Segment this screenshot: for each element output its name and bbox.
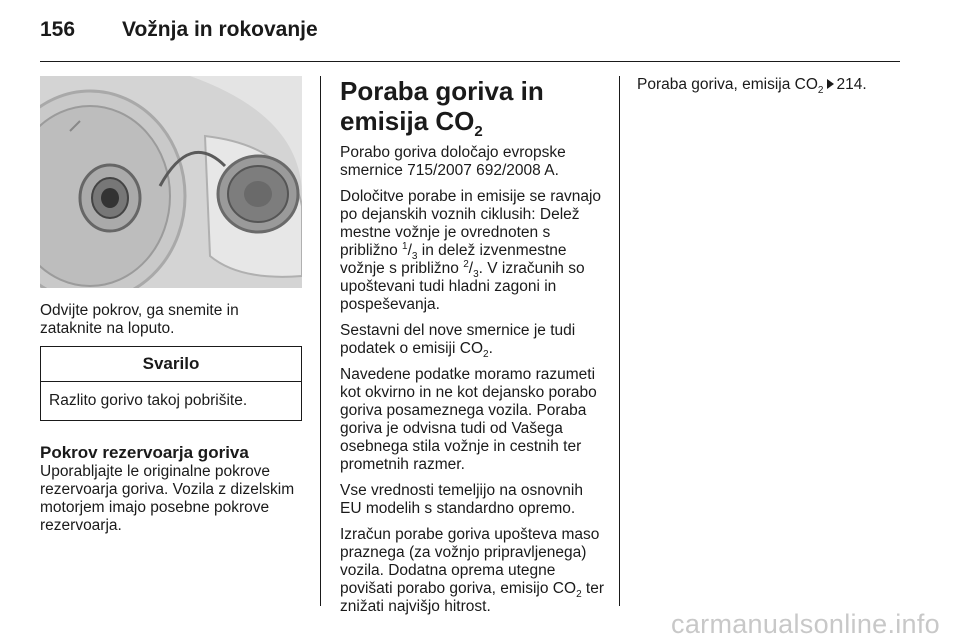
photo-caption: Odvijte pokrov, ga snemite in zataknite na loputo. xyxy=(40,302,239,337)
paragraph-co2-data: Sestavni del nove smernice je tudi podatek o emisiji $CO_2$. xyxy=(340,322,576,361)
warning-title: Svarilo xyxy=(41,347,301,382)
fuel-cap-illustration-icon xyxy=(40,76,302,288)
cross-reference[interactable]: Poraba goriva, emisija $CO_2$ 214. xyxy=(637,76,867,97)
subheading-fuel-cap: Pokrov rezervoarja goriva xyxy=(40,443,249,462)
page-header xyxy=(40,18,900,48)
watermark: carmanualsonline.info xyxy=(671,609,940,639)
fuel-cap-photo xyxy=(40,76,302,288)
section-title: Poraba goriva in emisija $CO_2$ xyxy=(340,76,544,141)
paragraph-guidance: Navedene podatke moramo razumeti kot okvirno in ne kot dejansko porabo goriva posameznega vozila. Poraba goriva je odvisna tudi od Vašega osebnega stila vožnje in cestnih ter prometnih razmer. xyxy=(340,366,597,473)
paragraph-driving-cycles: Določitve porabe in emisije se ravnajo po dejanskih voznih ciklusih: Delež mestne vožnje je ovrednoten s približno $^1/_3$ in delež izvenmestne vožnje s približno $^2/_3$. V izračunih so upoštevani tudi hladni zagoni in pospeševanja. xyxy=(340,188,602,313)
column-divider-1 xyxy=(320,76,321,606)
fuel-cap-text: Uporabljajte le originalne pokrove rezervoarja goriva. Vozila z dizelskim motorjem imajo posebne pokrove rezervoarja. xyxy=(40,463,295,534)
paragraph-regulations: Porabo goriva določajo evropske smernice 715/2007 692/2008 A. xyxy=(340,144,566,179)
reference-arrow-icon xyxy=(827,79,834,89)
chapter-title: Vožnja in rokovanje xyxy=(122,18,318,41)
warning-box xyxy=(40,346,302,421)
page-number: 156 xyxy=(40,18,76,41)
header-divider xyxy=(40,61,900,62)
warning-body: Razlito gorivo takoj pobrišite. xyxy=(49,392,248,409)
column-left xyxy=(40,76,304,543)
column-middle xyxy=(340,76,605,624)
column-divider-2 xyxy=(619,76,620,606)
column-right xyxy=(637,76,907,102)
paragraph-mass-calculation: Izračun porabe goriva upošteva maso praznega (za vožnjo pripravljenega) vozila. Dodatna oprema utegne povišati porabo goriva, emisijo $CO_2$ ter znižati najvišjo hitrost. xyxy=(340,526,605,615)
paragraph-eu-models: Vse vrednosti temeljijo na osnovnih EU modelih s standardno opremo. xyxy=(340,482,583,517)
